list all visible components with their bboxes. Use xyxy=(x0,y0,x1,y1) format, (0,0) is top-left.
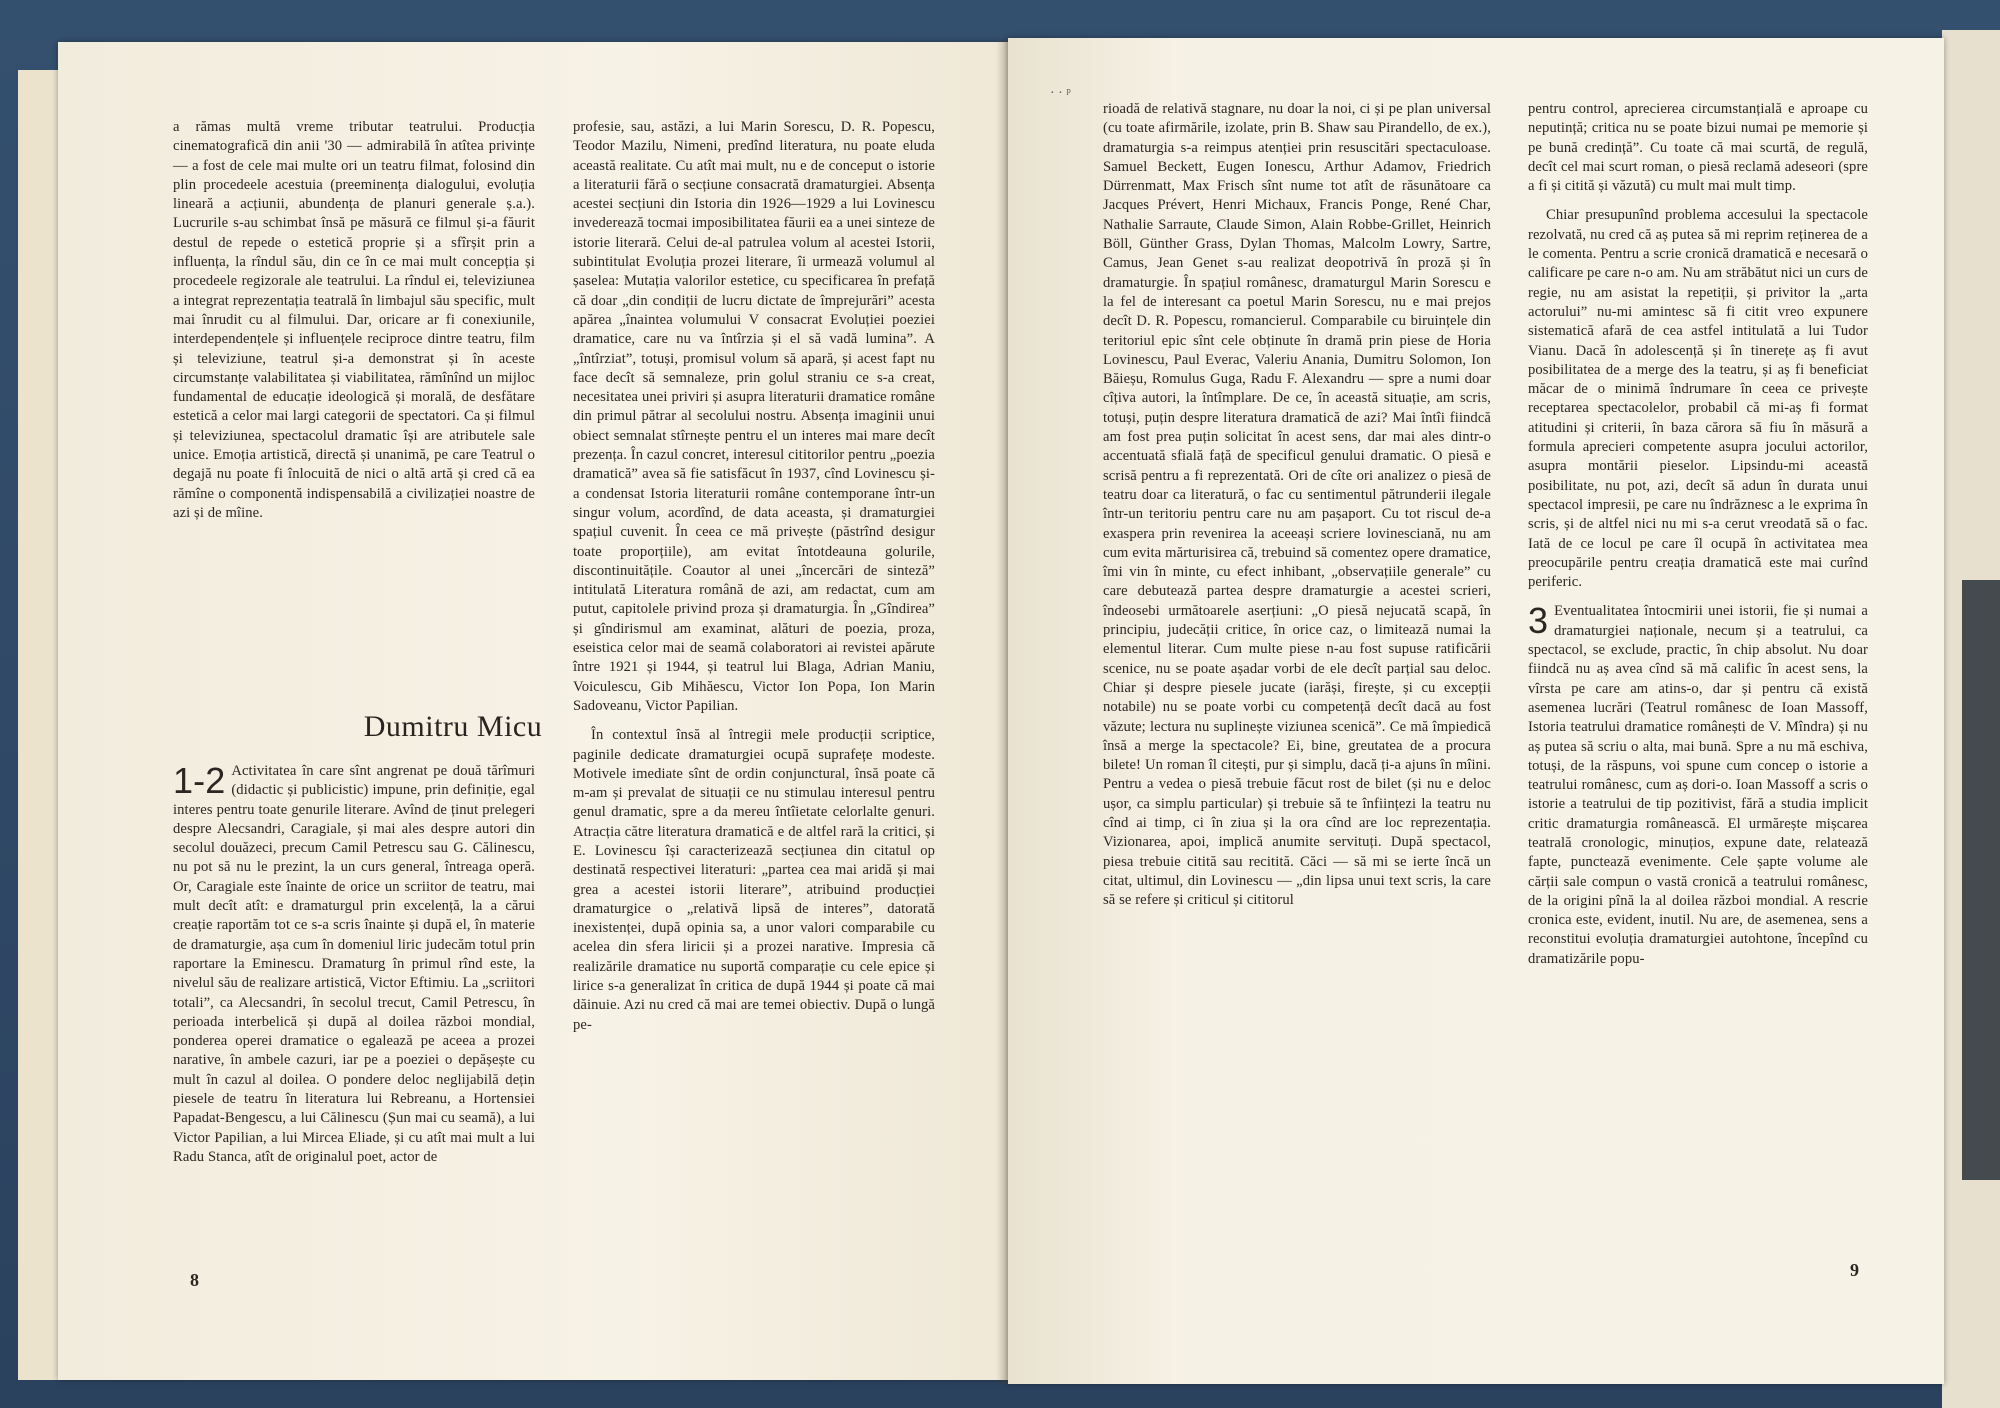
left-column-1-answer xyxy=(173,762,535,1177)
column-2-paragraph-1: profesie, sau, astăzi, a lui Marin Sorescu, D. R. Popescu, Teodor Mazilu, Nimeni, predînd literatura, nu poate eluda această realitate. Cu atît mai mult, nu e de conceput o istorie a literaturii fără o secțiune consacrată dramaturgiei. Absența acestei secțiuni din Istoria din 1926—1929 a lui Lovinescu invederează tocmai imposibilitatea făurii ea a unei sinteze de istorie literară. Celui de-al patrulea volum al acestei Istorii, subintitulat Evoluția prozei literare, îi urmează volumul al șaselea: Mutația valorilor estetice, cu specificarea în prefață că doar „din condiții de lucru dictate de împrejurări” acesta apărea „înaintea volumului V consacrat Evoluției poeziei dramatice, care nu va întîrzia și el să vadă lumina”. A „întîrziat”, totuși, promisul volum să apară, și acest fapt nu face decît să semnaleze, prin golul straniu ce s-a creat, necesitatea unei priviri și asupra literaturii dramatice române din primul pătrar al secolului nostru. Absența imaginii unui obiect semnalat stîrnește pentru el un interes mai mare decît prezența. În cazul concret, interesul cititorilor pentru „poezia dramatică” avea să fie satisfăcut în 1937, cînd Lovinescu și-a condensat Istoria literaturii române contemporane într-un singur volum, acordînd, de data aceasta, și dramaturgiei spațiul cuvenit. În ceea ce mă privește (păstrînd desigur toate proporțiile), am evitat întotdeauna golurile, discontinuitățile. Coautor al unei „încercări de sinteză” intitulată Literatura română de azi, am redactat, cum am putut, capitolele privind proza și dramaturgia. În „Gîndirea” și gîndirismul am examinat, alături de poezia, proza, eseistica celor mai de seamă colaboratori ai revistei apărute între 1921 și 1944, și teatrul lui Blaga, Adrian Maniu, Voiculescu, Gib Mihăescu, Victor Ion Popa, Ion Marin Sadoveanu, Victor Papilian. xyxy=(573,119,935,714)
column-4-paragraph-2: Chiar presupunînd problema accesului la spectacole rezolvată, nu cred că aș putea să mi reprim reținerea de a le comenta. Pentru a scrie cronică dramatică e necesară o calificare pe care n-o am. Nu am străbătut nici un curs de regie, nu am asistat la repetiții, și privitor la „arta actorului” nu-mi amintesc să fi citit vreo expunere sistematică afară de cea astfel intitulată a lui Tudor Vianu. Dacă în adolescență și în tinerețe aș fi avut posibilitatea de a merge des la teatru, și aș fi beneficiat măcar de o minimă îndrumare în ceea ce privește receptarea spectacolelor, probabil că mi-aș fi format atitudini și criterii, în baza cărora să fiu în măsură a formula aprecieri competente asupra jocului actorilor, asupra montării pieselor. Lipsindu-mi această posibilitate, nu pot, azi, decît să adun în durata unui spectacol impresii, pe care nu îndrăznesc a le exprima în scris, și de altfel nici nu mi s-a cerut vreodată să o fac. Iată de ce locul pe care îl ocupă în activitatea mea preocupările pentru creația dramatică este mai curînd periferic. xyxy=(1528,207,1868,591)
page-number-left: 8 xyxy=(190,1270,199,1290)
column-3-paragraph-1: rioadă de relativă stagnare, nu doar la noi, ci și pe plan universal (cu toate afirmările, izolate, prin B. Shaw sau Pirandello, de ex.), dramaturgia s-a reimpus atenției prin resuscitări spectaculoase. Samuel Beckett, Eugen Ionescu, Arthur Adamov, Friedrich Dürrenmatt, Max Frisch sînt nume tot atît de răsunătoare ca Jacques Prévert, Henri Michaux, Francis Ponge, René Char, Nathalie Sarraute, Claude Simon, Alain Robbe-Grillet, Heinrich Böll, Günther Grass, Dylan Thomas, Malcolm Lowry, Sartre, Camus, Jean Genet s-au realizat deopotrivă în proză și în dramaturgie. În spațiul românesc, dramaturgul Marin Sorescu e la fel de interesant ca poetul Marin Sorescu, nu e mai prejos decît D. R. Popescu, romancierul. Comparabile cu biruințele din teritoriul epic sînt cele obținute în dramă prin piese de Horia Lovinescu, Paul Everac, Valeriu Anania, Dumitru Solomon, Ion Băieșu, Romulus Guga, Radu F. Alexandru — spre a numi doar cîțiva autori, la întîmplare. De ce, în această situație, am scris, totuși, puțin despre literatura dramatică de azi? Mai întîi fiindcă am fost prea puțin solicitat în acest sens, dar mai ales dintr-o accentuată sfială față de specificul genului dramatic. O piesă e scrisă pentru a fi reprezentată. Ori de cîte ori analizez o piesă de teatru doar ca literatură, o fac cu sentimentul pătrunderii ilegale într-un teritoriu pentru care nu am pașaport. Cu tot riscul de-a exaspera prin revenirea la aceeași scriere lovinesciană, nu am cum evita mărturisirea că, trebuind să comentez opere dramatice, îmi vin în minte, cu efect inhibant, „observațiile generale” cu care debutează partea despre dramaturgie a acestei scrieri, îndeosebi următoarele aserțiuni: „O piesă nejucată scapă, în principiu, judecății critice, în orice caz, o limitează numai la elementul literar. Cum multe piese n-au fost supuse ratificării scenice, nu se poate așadar vorbi de ele decît parțial sau deloc. Chiar și despre piesele jucate (iarăși, firește, și cu excepții notabile) nu se poate vorbi cu competență decît dacă au fost văzute; lectura nu suplinește viziunea scenică”. Ce mă împiedică însă a merge la spectacole? Ei, bine, greutatea de a procura bilete! Un roman îl citești, pur și simplu, dacă ți-a ajuns în mîini. Pentru a vedea o piesă trebuie făcut rost de bilet (și nu e deloc ușor, ca simplu particular) și trebuie să te înființezi la teatru nu cînd ai timp, ci în ziua și la ora cînd are loc reprezentația. Vizionarea, apoi, implică anumite servituți. După spectacol, piesa trebuie citită sau recitită. Căci — să mi se ierte încă un citat, ultimul, din Lovinescu — „din lipsa unui text scris, la care să se refere și criticul și cititorul xyxy=(1103,101,1491,909)
column-4-paragraph-1: pentru control, aprecierea circumstanțială e aproape cu neputință; critica nu se poate bizui numai pe memorie și pe bună credință”. Cu toate că mai scurtă, de regulă, decît cel mai scurt roman, o piesă reclamă adeseori (spre a fi și citită și văzută) cu mult mai mult timp. xyxy=(1528,101,1868,195)
right-page xyxy=(1008,38,1944,1384)
left-column-1-top xyxy=(173,118,535,533)
corner-mark: · · ᵖ xyxy=(1050,86,1071,101)
left-column-2 xyxy=(573,118,935,1045)
left-page xyxy=(58,42,1008,1380)
page-number-right: 9 xyxy=(1850,1260,1859,1280)
right-column-4 xyxy=(1528,100,1868,979)
intro-paragraph: a rămas multă vreme tributar teatrului. Producția cinematografică din anii '30 — admirabilă în atîtea privințe — a fost de cele mai multe ori un teatru filmat, folosind din plin procedeele acestuia (preeminența dialogului, evoluția lineară a acțiunii, abundența de planuri generale ș.a.). Lucrurile s-au schimbat însă pe măsură ce filmul și-a făurit destul de repede o estetică proprie și a sfîrșit prin a influența, la rîndul său, din ce în ce mai mult concepția și procedeele regizorale ale teatrului. La rîndul ei, televiziunea a integrat reprezentația teatrală în limbajul său specific, mult mai înrudit cu al filmului. Dar, oricare ar fi conexiunile, interdependențele și influențele reciproce dintre teatru, film și televiziune, teatrul și-a demonstrat și în aceste circumstanțe valabilitatea și viabilitatea, rămînînd un mijloc fundamental de educație ideologică și morală, de desfătare estetică a celor mai largi categorii de spectatori. Ca și filmul și televiziunea, spectacolul dramatic își are atributele sale unice. Emoția artistică, directă și unanimă, pe care Teatrul o degajă nu poate fi înlocuită de nici o altă artă și cred că ea rămîne o componentă indispensabilă a civilizației noastre de azi și de mîine. xyxy=(173,119,535,521)
answer-1-2-paragraph: Activitatea în care sînt angrenat pe două tărîmuri (didactic și publicistic) impune, prin definiție, egal interes pentru toate genurile literare. Avînd de ținut prelegeri despre Alecsandri, Caragiale, și mai ales despre autori din secolul douăzeci, precum Camil Petrescu sau G. Călinescu, nu pot să nu le prezint, la un curs general, întreaga operă. Or, Caragiale este înainte de orice un scriitor de teatru, mai mult decît atît: e dramaturgul prin excelență, la a cărui creație raportăm tot ce s-a scris înainte și după el, în materie de dramaturgie, așa cum în domeniul liric judecăm totul prin raportare la Eminescu. Dramaturg în primul rînd este, la nivelul său de realizare artistică, Victor Eftimiu. La „scriitori totali”, ca Alecsandri, în secolul trecut, Camil Petrescu, în perioada interbelică și după al doilea război mondial, ponderea operei dramatice o egalează pe aceea a prozei narative, în ambele cazuri, iar pe a poeziei o depășește cu mult în cazul al doilea. O pondere deloc neglijabilă dețin piesele de teatru în literatura lui Rebreanu, a Hortensiei Papadat-Bengescu, a lui Călinescu (Șun mai cu seamă), a lui Victor Papilian, a lui Mircea Eliade, și cu atît mai mult a lui Radu Stanca, atît de originalul poet, actor de xyxy=(173,763,535,1165)
back-cover-strip xyxy=(1962,580,2000,1180)
section-number-1-2: 1-2 xyxy=(173,760,226,801)
right-column-3 xyxy=(1103,100,1491,920)
author-heading: Dumitru Micu xyxy=(363,710,543,743)
answer-3-paragraph: Eventualitatea întocmirii unei istorii, fie și numai a dramaturgiei naționale, necum și a teatrului, ca spectacol, se exclude, practic, în chip absolut. Nu doar fiindcă nu aș avea cînd să mă calific în acest sens, la vîrsta pe care am atins-o, dar și pentru că există asemenea lucrări (Teatrul românesc de Ioan Massoff, Istoria teatrului dramatice românești de V. Mîndra) și nu aș putea să scriu o alta, mai bună. Spre a nu mă eschiva, totuși, de la răspuns, voi spune cum concep o istorie a teatrului românesc, cum aș dori-o. Ioan Massoff a scris o istorie a teatrului de tip pozitivist, fără a studia implicit critic dramaturgia românească. El urmărește mișcarea teatrală cronologic, minuțios, expune date, relatează fapte, punctează evenimente. Cele șapte volume ale cărții sale compun o vastă cronică a teatrului românesc, de la origini pînă la al doilea război mondial. A rescrie cronica este, evident, inutil. Nu are, de asemenea, sens a reconstitui evoluția dramaturgiei autohtone, începînd cu dramatizările popu- xyxy=(1528,603,1868,967)
section-number-3: 3 xyxy=(1528,600,1549,642)
column-2-paragraph-2: În contextul însă al întregii mele producții scriptice, paginile dedicate dramaturgiei ocupă suprafețe modeste. Motivele imediate sînt de ordin conjunctural, însă poate că m-am și prevalat de situații ce nu stimulau interesul pentru genul dramatic, spre a da mereu întîietate celorlalte genuri. Atracția către literatura dramatică e de altfel rară la critici, și E. Lovinescu își caracterizează secțiunea din citatul op destinată respectivei literaturi: „partea cea mai aridă și mai grea a acestei istorii literare”, atribuind producției dramaturgice o „relativă lipsă de interes”, datorată inexistenței, după opinia sa, a unor valori comparabile cu acelea din sfera liricii și a prozei narative. Impresia că realizările dramatice nu suportă comparație cu cele epice și lirice s-a generalizat în critica de după 1944 și poate că mai dăinuie. Azi nu cred că mai are temei obiectiv. După o lungă pe- xyxy=(573,727,935,1033)
